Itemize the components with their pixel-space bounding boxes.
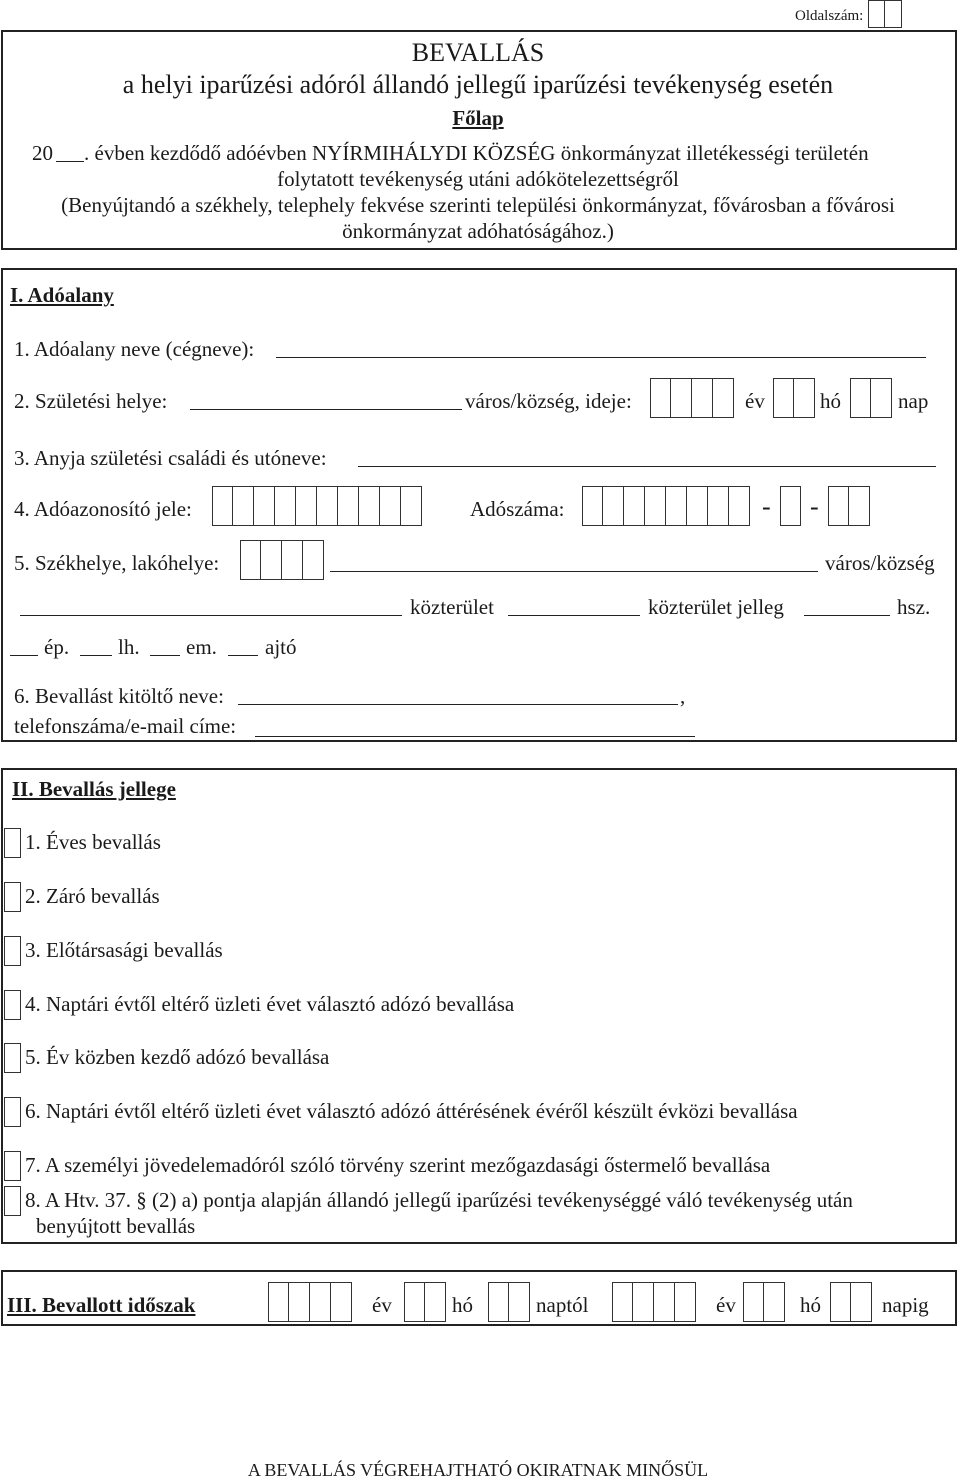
header-line3: (Benyújtandó a székhely, telephely fekvése szerinti települési önkormányzat, fővárosban a fővárosi	[61, 193, 895, 217]
door-field[interactable]	[228, 655, 258, 656]
f5-type-label: közterület jelleg	[648, 595, 784, 619]
to-year-boxes[interactable]	[612, 1282, 696, 1322]
f5-city-label: város/község	[825, 551, 935, 575]
filler-name-field[interactable]	[238, 704, 678, 705]
checkbox-transition[interactable]	[4, 1097, 21, 1127]
year-prefix: 20	[32, 141, 53, 165]
f5-ep-label: ép.	[44, 635, 70, 659]
option-pre-company: 3. Előtársasági bevallás	[25, 938, 223, 962]
f2-day-label: nap	[898, 389, 929, 413]
birth-place-field[interactable]	[190, 409, 462, 410]
section3-heading: III. Bevallott időszak	[7, 1293, 196, 1317]
option-htv-cont: benyújtott bevallás	[36, 1214, 196, 1238]
f5-lh-label: lh.	[118, 635, 140, 659]
footer-note: A BEVALLÁS VÉGREHAJTHATÓ OKIRATNAK MINŐSÜL	[247, 1460, 709, 1480]
birth-year-boxes[interactable]	[650, 378, 734, 418]
from-month-boxes[interactable]	[404, 1282, 446, 1322]
to-year-label: év	[716, 1293, 736, 1317]
f3-label: 3. Anyja születési családi és utóneve:	[14, 446, 327, 470]
from-year-label: év	[372, 1293, 392, 1317]
option-transition: 6. Naptári évtől eltérő üzleti évet választó adózó áttérésének évéről készült évközi bevallása	[25, 1099, 798, 1123]
sheet-label: Főlap	[452, 106, 504, 130]
form-subtitle: a helyi iparűzési adóról állandó jellegű iparűzési tevékenység esetén	[122, 70, 834, 99]
tax-id-boxes[interactable]	[212, 486, 422, 526]
form-title: BEVALLÁS	[411, 38, 545, 67]
mother-name-field[interactable]	[358, 466, 936, 467]
to-month-boxes[interactable]	[743, 1282, 785, 1322]
option-htv: 8. A Htv. 37. § (2) a) pontja alapján állandó jellegű iparűzési tevékenységgé váló tevékenység után	[25, 1188, 853, 1212]
header-line4: önkormányzat adóhatóságához.)	[342, 219, 614, 243]
checkbox-annual[interactable]	[4, 828, 21, 858]
birth-month-boxes[interactable]	[773, 378, 815, 418]
f6-label: 6. Bevallást kitöltő neve:	[14, 684, 224, 708]
f6-contact-label: telefonszáma/e-mail címe:	[14, 714, 237, 738]
option-annual: 1. Éves bevallás	[25, 830, 161, 854]
f4-tax-label: Adószáma:	[470, 497, 565, 521]
header-line1: . évben kezdődő adóévben NYÍRMIHÁLYDI KÖZSÉG önkormányzat illetékességi területén	[84, 141, 869, 165]
f5-hsz-label: hsz.	[897, 595, 931, 619]
option-farmer: 7. A személyi jövedelemadóról szóló törvény szerint mezőgazdasági őstermelő bevallása	[25, 1153, 771, 1177]
option-midyear-start: 5. Év közben kezdő adózó bevallása	[25, 1045, 330, 1069]
to-month-label: hó	[800, 1293, 821, 1317]
header-line2: folytatott tevékenység utáni adókötelezettségről	[277, 167, 679, 191]
f5-label: 5. Székhelye, lakóhelye:	[14, 551, 220, 575]
company-name-field[interactable]	[276, 357, 926, 358]
birth-day-boxes[interactable]	[850, 378, 892, 418]
f5-em-label: em.	[186, 635, 217, 659]
from-month-label: hó	[452, 1293, 473, 1317]
f6-comma: ,	[680, 684, 686, 708]
building-field[interactable]	[10, 655, 38, 656]
section1-heading: I. Adóalany	[10, 283, 114, 307]
option-final: 2. Záró bevallás	[25, 884, 160, 908]
floor-field[interactable]	[150, 655, 180, 656]
f5-street-label: közterület	[410, 595, 494, 619]
checkbox-business-year[interactable]	[4, 990, 21, 1020]
f2-year-label: év	[745, 389, 765, 413]
tax-number-boxes-2[interactable]	[780, 486, 801, 526]
tax-number-boxes-3[interactable]	[828, 486, 870, 526]
tax-dash-2: -	[810, 492, 819, 521]
checkbox-pre-company[interactable]	[4, 936, 21, 966]
street-field[interactable]	[20, 615, 402, 616]
f2-label: 2. Születési helye:	[14, 389, 168, 413]
house-number-field[interactable]	[804, 615, 890, 616]
f1-label: 1. Adóalany neve (cégneve):	[14, 337, 255, 361]
year-blank[interactable]	[56, 161, 84, 162]
checkbox-midyear-start[interactable]	[4, 1043, 21, 1073]
from-label: naptól	[536, 1293, 589, 1317]
from-day-boxes[interactable]	[488, 1282, 530, 1322]
postcode-boxes[interactable]	[240, 540, 324, 580]
f2-city-label: város/község, ideje:	[465, 389, 632, 413]
f5-ajto-label: ajtó	[265, 635, 297, 659]
checkbox-final[interactable]	[4, 882, 21, 912]
from-year-boxes[interactable]	[268, 1282, 352, 1322]
page-number-label: Oldalszám:	[795, 8, 864, 24]
city-field[interactable]	[330, 571, 818, 572]
to-day-boxes[interactable]	[830, 1282, 872, 1322]
street-type-field[interactable]	[508, 615, 640, 616]
f4-label: 4. Adóazonosító jele:	[14, 497, 192, 521]
tax-dash-1: -	[762, 492, 771, 521]
f2-month-label: hó	[820, 389, 841, 413]
checkbox-farmer[interactable]	[4, 1151, 21, 1181]
section2-heading: II. Bevallás jellege	[12, 777, 176, 801]
option-business-year: 4. Naptári évtől eltérő üzleti évet választó adózó bevallása	[25, 992, 515, 1016]
checkbox-htv[interactable]	[4, 1186, 21, 1216]
staircase-field[interactable]	[80, 655, 112, 656]
to-label: napig	[882, 1293, 929, 1317]
page-number-boxes[interactable]	[868, 0, 902, 28]
tax-number-boxes-1[interactable]	[582, 486, 750, 526]
contact-field[interactable]	[255, 736, 695, 737]
